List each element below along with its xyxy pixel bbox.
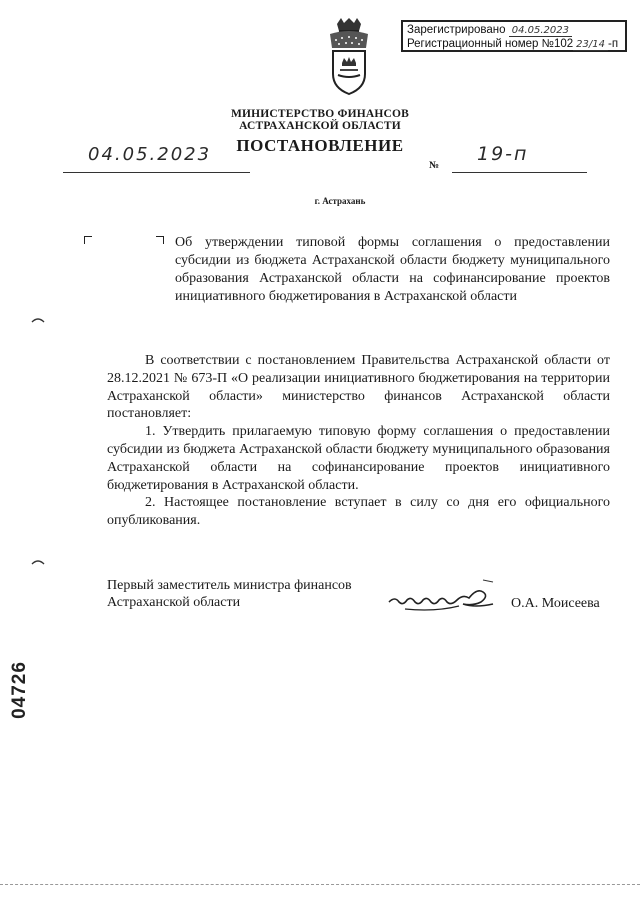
side-stamp-number: 04726	[9, 661, 30, 719]
coat-of-arms-icon	[324, 18, 374, 96]
document-number: 19-п	[477, 143, 529, 165]
reg-number-value: 23/14	[573, 39, 608, 51]
page-edge-line	[0, 884, 640, 885]
registered-label: Зарегистрировано	[407, 24, 506, 36]
binding-mark	[30, 314, 46, 326]
position-line-2: Астраханской области	[107, 595, 241, 610]
document-body	[107, 352, 610, 530]
registered-date: 04.05.2023	[509, 25, 572, 37]
body-item-1: 1. Утвердить прилагаемую типовую форму соглашения о предоставлении субсидии из бюджета Астраханской области бюджету муниципального образования Астраханской области на софинансирование проектов инициативного бюджетирования в Астраханской области.	[107, 424, 610, 493]
ministry-name	[190, 108, 450, 132]
reg-number-suffix: -п	[607, 38, 619, 50]
document-subject	[175, 234, 610, 306]
handwritten-signature	[385, 578, 501, 618]
document-date: 04.05.2023	[88, 144, 212, 165]
position-line-1: Первый заместитель министра финансов	[107, 578, 352, 593]
city: г. Астрахань	[314, 196, 366, 206]
reg-number-label: Регистрационный номер №102	[407, 38, 574, 50]
subject-text: Об утверждении типовой формы соглашения о предоставлении субсидии из бюджета Астраханской области бюджету муниципального образования Астраханской области на софинансирование проектов инициативного бюджетирования в Астраханской области	[175, 235, 610, 304]
body-paragraph: В соответствии с постановлением Правительства Астраханской области от 28.12.2021 № 673-П «О реализации инициативного бюджетирования на территории Астраханской области» министерство финансов Астраханской области постановляет:	[107, 353, 610, 422]
body-item-2: 2. Настоящее постановление вступает в силу со дня его официального опубликования.	[107, 495, 610, 529]
ministry-line-2: АСТРАХАНСКОЙ ОБЛАСТИ	[239, 120, 401, 132]
signatory-name: О.А. Моисеева	[511, 596, 600, 611]
signatory-position	[107, 577, 397, 611]
ministry-line-1: МИНИСТЕРСТВО ФИНАНСОВ	[230, 108, 410, 120]
document-type: ПОСТАНОВЛЕНИЕ	[236, 136, 404, 155]
subject-bracket-right	[156, 236, 164, 244]
number-sign: №	[429, 160, 440, 171]
subject-bracket-left	[84, 236, 92, 244]
registration-stamp	[401, 20, 627, 52]
binding-mark	[30, 556, 46, 570]
